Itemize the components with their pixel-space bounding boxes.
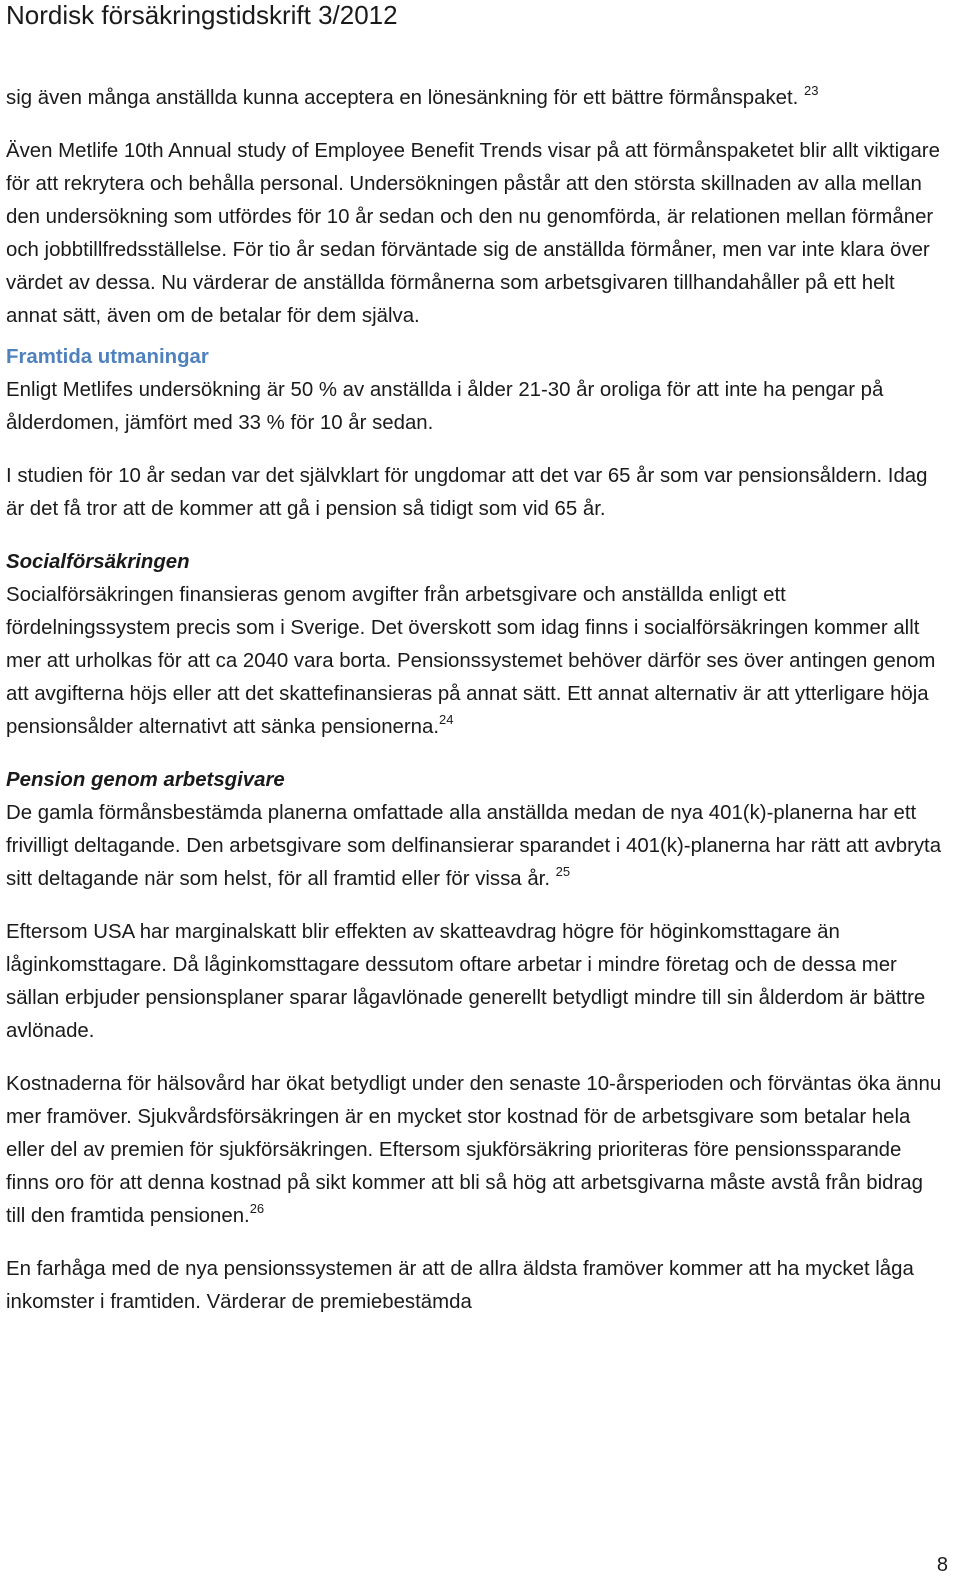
- heading-pension-genom-arbetsgivare: Pension genom arbetsgivare: [6, 769, 285, 791]
- paragraph-text: De gamla förmånsbestämda planerna omfattade alla anställda medan de nya 401(k)-planerna har ett frivilligt deltagande. Den arbetsgivare som delfinansierar sparandet i 401(k)-planerna har rätt att avbryta sitt deltagande när som helst, för all framtid eller för vissa år.: [6, 802, 942, 890]
- footnote-ref-26: 26: [249, 1201, 265, 1217]
- footnote-ref-23: 23: [804, 83, 819, 99]
- paragraph-marginal-tax: Eftersom USA har marginalskatt blir effekten av skatteavdrag högre för höginkomsttagare än låginkomsttagare. Då låginkomsttagare dessutom oftare arbetar i mindre företag och de dessa mer sällan erbjuder pensionsplaner sparar lågavlönade generellt betydligt mindre till sin ålderdom är bättre avlönade.: [6, 921, 926, 1042]
- heading-framtida-utmaningar: Framtida utmaningar: [6, 346, 209, 368]
- paragraph-retirement-age: I studien för 10 år sedan var det självklart för ungdomar att det var 65 år som var pensionsåldern. Idag är det få tror att de kommer att gå i pension så tidigt som vid 65 år.: [6, 465, 928, 520]
- paragraph-future-concern: En farhåga med de nya pensionssystemen är att de allra äldsta framöver kommer att ha mycket låga inkomster i framtiden. Värderar de premiebestämda: [6, 1258, 914, 1313]
- paragraph-social-insurance: [6, 579, 944, 744]
- paragraph-401k-plans: [6, 797, 944, 896]
- page-body: [6, 82, 944, 1319]
- heading-socialforsakringen: Socialförsäkringen: [6, 551, 190, 573]
- paragraph-text: Socialförsäkringen finansieras genom avgifter från arbetsgivare och anställda enligt ett fördelningssystem precis som i Sverige. Det överskott som idag finns i socialförsäkringen kommer allt mer att urholkas för att ca 2040 vara borta. Pensionssystemet behöver därför ses över antingen genom att avgifterna höjs eller att det skattefinansieras på annat sätt. Ett annat alternativ är att ytterligare höja pensionsålder alternativt att sänka pensionerna.: [6, 584, 936, 738]
- paragraph-healthcare-costs: [6, 1068, 944, 1233]
- paragraph-benefit-package: [6, 82, 944, 115]
- running-header: Nordisk försäkringstidskrift 3/2012: [6, 0, 398, 30]
- footnote-ref-24: 24: [439, 712, 454, 728]
- paragraph-metlife-study: Även Metlife 10th Annual study of Employee Benefit Trends visar på att förmånspaketet blir allt viktigare för att rekrytera och behålla personal. Undersökningen påstår att den största skillnaden av alla mellan den undersökning som utfördes för 10 år sedan och den nu genomförda, är relationen mellan förmåner och jobbtillfredsställelse. För tio år sedan förväntade sig de anställda förmåner, men var inte klara över värdet av dessa. Nu värderar de anställda förmånerna som arbetsgivaren tillhandahåller på ett helt annat sätt, även om de betalar för dem själva.: [6, 140, 940, 327]
- paragraph-text: Kostnaderna för hälsovård har ökat betydligt under den senaste 10-årsperioden och förväntas öka ännu mer framöver. Sjukvårdsförsäkringen är en mycket stor kostnad för de arbetsgivare som betalar hela eller del av premien för sjukförsäkringen. Eftersom sjukförsäkring prioriteras före pensionssparande finns oro för att denna kostnad på sikt kommer att bli så hög att arbetsgivarna måste avstå från bidrag till den framtida pensionen.: [6, 1073, 942, 1227]
- footnote-ref-25: 25: [555, 864, 571, 880]
- page-number: 8: [936, 1554, 948, 1576]
- paragraph-text: sig även många anställda kunna acceptera en lönesänkning för ett bättre förmånspaket.: [6, 87, 799, 109]
- paragraph-metlife-survey: Enligt Metlifes undersökning är 50 % av anställda i ålder 21-30 år oroliga för att inte ha pengar på ålderdomen, jämfört med 33 % för 10 år sedan.: [6, 379, 884, 434]
